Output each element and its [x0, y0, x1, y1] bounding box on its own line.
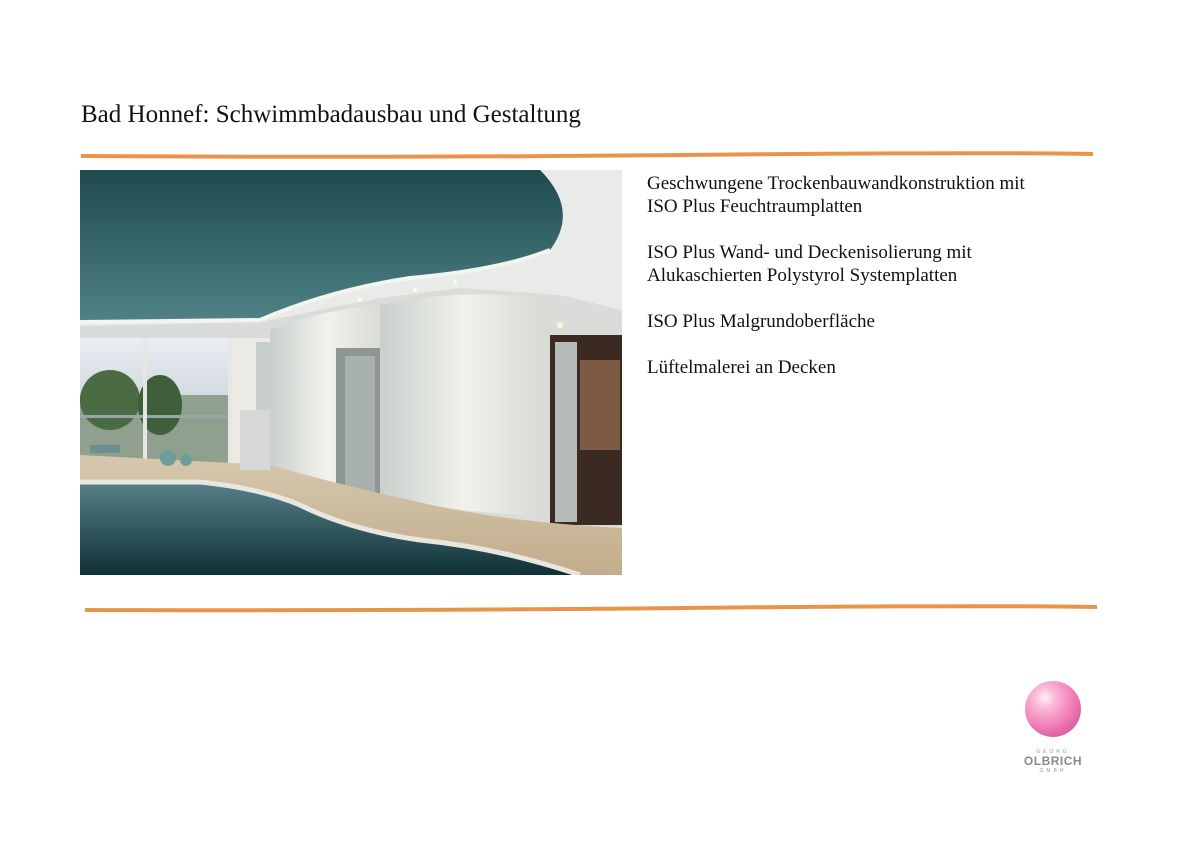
pink-ball-icon [1024, 680, 1082, 738]
logo-name: OLBRICH [1023, 754, 1083, 768]
pool-photo [80, 170, 622, 575]
description-line: ISO Plus Malgrundoberfläche [647, 311, 875, 332]
description-paragraph [647, 172, 1087, 218]
description-line: Geschwungene Trockenbauwandkonstruktion mit [647, 173, 1025, 194]
bottom-divider [85, 598, 1097, 616]
logo-top-text: GEORG [1036, 749, 1070, 755]
description-paragraph [647, 241, 1087, 287]
description-line: Lüftelmalerei an Decken [647, 357, 836, 378]
top-divider [81, 146, 1093, 164]
description-paragraph [647, 310, 1087, 333]
page-title: Bad Honnef: Schwimmbadausbau und Gestaltung [81, 101, 581, 128]
description [647, 172, 1087, 402]
description-paragraph [647, 356, 1087, 379]
description-line: Alukaschierten Polystyrol Systemplatten [647, 265, 958, 286]
logo-bottom-text: GMBH [1039, 768, 1067, 774]
company-logo [1018, 678, 1088, 778]
description-line: ISO Plus Wand- und Deckenisolierung mit [647, 242, 972, 263]
description-line: ISO Plus Feuchtraumplatten [647, 196, 863, 217]
